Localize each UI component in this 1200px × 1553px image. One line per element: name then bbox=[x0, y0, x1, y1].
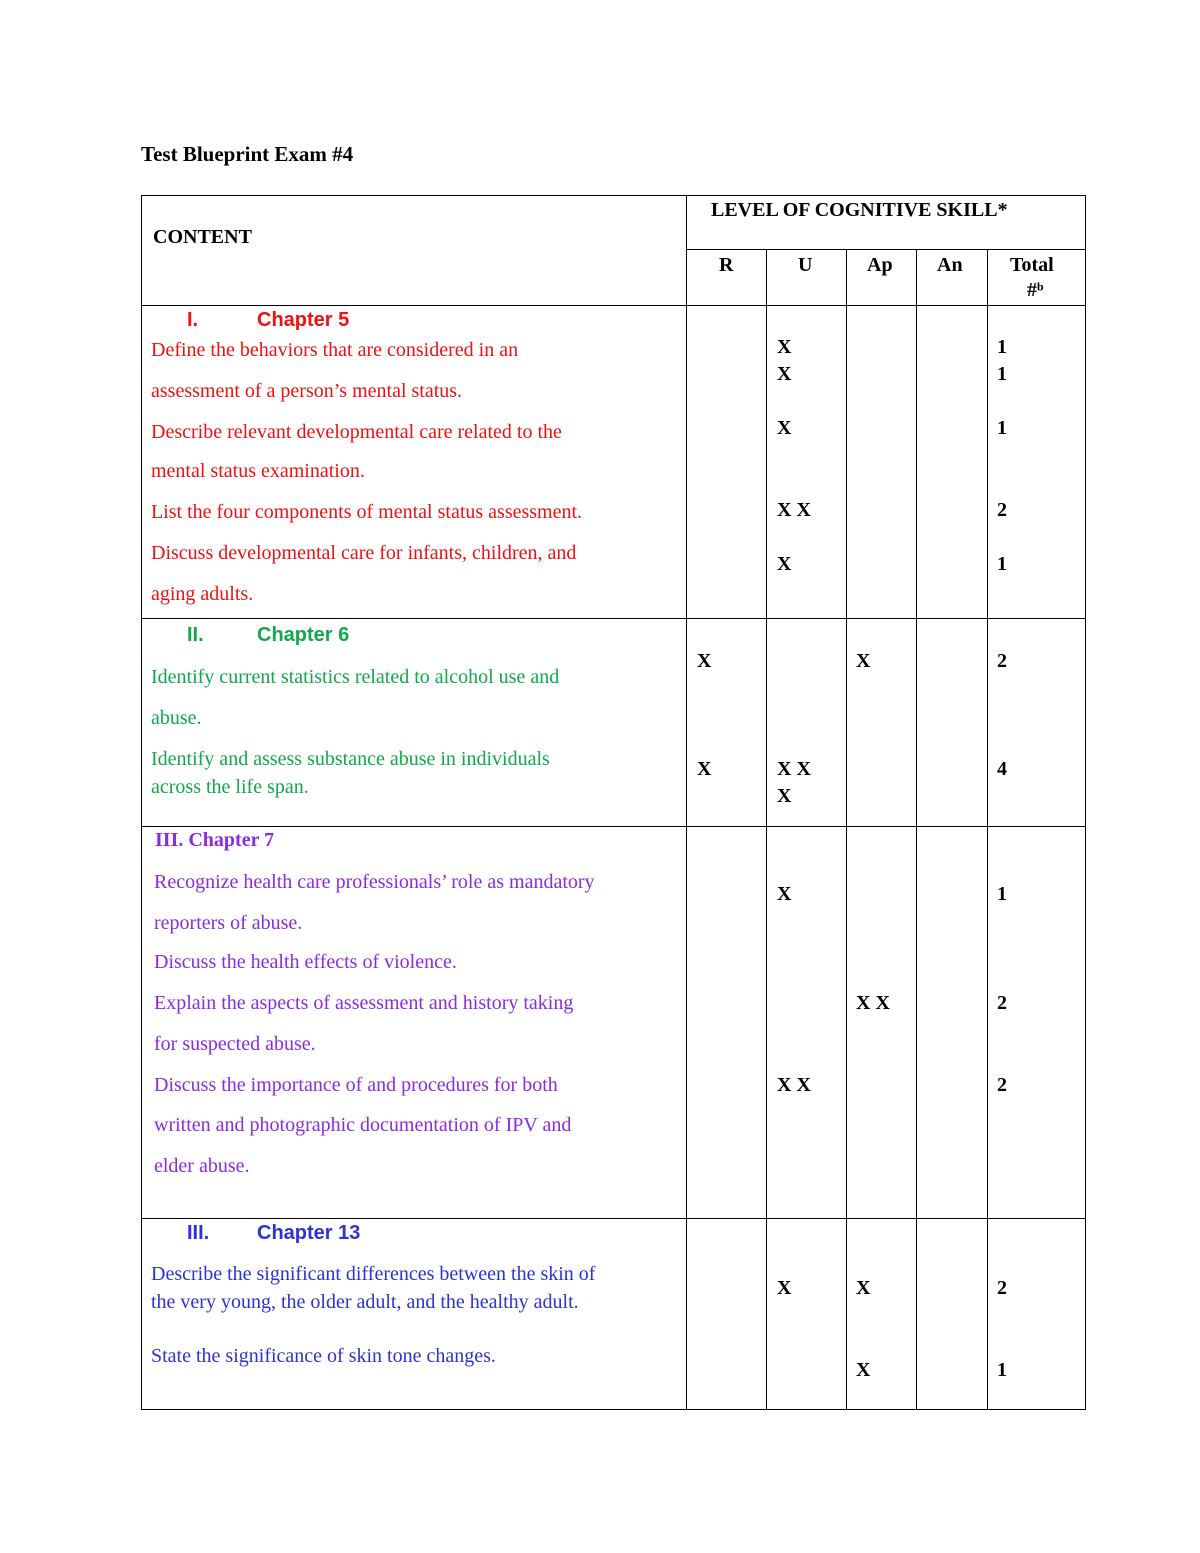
r-mark: X bbox=[697, 650, 712, 672]
u-mark: X bbox=[777, 553, 792, 575]
objective-line: the very young, the older adult, and the healthy adult. bbox=[151, 1291, 579, 1313]
table-border-top bbox=[141, 195, 1086, 196]
objective-line: for suspected abuse. bbox=[154, 1033, 316, 1055]
cognitive-skill-header: LEVEL OF COGNITIVE SKILL* bbox=[711, 199, 1008, 221]
objective-line: across the life span. bbox=[151, 776, 309, 798]
objective-line: Identify current statistics related to alcohol use and bbox=[151, 666, 560, 688]
table-border-bottom bbox=[141, 1409, 1086, 1410]
chapter-heading: Chapter 13 bbox=[257, 1222, 361, 1244]
ap-mark: X bbox=[856, 1359, 871, 1381]
total-value: 1 bbox=[997, 1359, 1007, 1381]
total-value: 2 bbox=[997, 1074, 1007, 1096]
page-title: Test Blueprint Exam #4 bbox=[141, 142, 354, 166]
u-mark: X bbox=[777, 1277, 792, 1299]
total-value: 4 bbox=[997, 758, 1007, 780]
total-value: 1 bbox=[997, 553, 1007, 575]
column-divider bbox=[916, 249, 917, 1410]
col-header-total: Total bbox=[1010, 254, 1054, 276]
column-divider bbox=[987, 249, 988, 1410]
r-mark: X bbox=[697, 758, 712, 780]
col-header-ap: Ap bbox=[867, 254, 893, 276]
table-border-right bbox=[1085, 195, 1086, 1410]
ap-mark: X bbox=[856, 650, 871, 672]
column-divider bbox=[846, 249, 847, 1410]
u-mark: X X bbox=[777, 499, 811, 521]
section-divider bbox=[141, 1218, 1086, 1219]
ap-mark: X X bbox=[856, 992, 890, 1014]
total-value: 1 bbox=[997, 417, 1007, 439]
objective-line: reporters of abuse. bbox=[154, 912, 303, 934]
objective-line: elder abuse. bbox=[154, 1155, 250, 1177]
total-value: 2 bbox=[997, 992, 1007, 1014]
total-value: 1 bbox=[997, 883, 1007, 905]
total-value: 2 bbox=[997, 650, 1007, 672]
u-mark: X bbox=[777, 417, 792, 439]
objective-line: written and photographic documentation of IPV and bbox=[154, 1114, 572, 1136]
header-bottom-border bbox=[141, 305, 1086, 306]
objective-line: Describe relevant developmental care related to the bbox=[151, 421, 562, 443]
section-divider bbox=[141, 618, 1086, 619]
objective-line: List the four components of mental status assessment. bbox=[151, 501, 583, 523]
chapter-heading: Chapter 6 bbox=[257, 624, 350, 646]
u-mark: X X X bbox=[777, 758, 811, 807]
ap-mark: X bbox=[856, 1277, 871, 1299]
chapter-heading: Chapter 5 bbox=[257, 309, 350, 331]
objective-line: Discuss developmental care for infants, children, and bbox=[151, 542, 577, 564]
content-header: CONTENT bbox=[153, 226, 252, 248]
col-header-an: An bbox=[937, 254, 963, 276]
section-numeral: I. bbox=[187, 309, 199, 331]
objective-line: Recognize health care professionals’ role as mandatory bbox=[154, 871, 595, 893]
col-header-r: R bbox=[719, 254, 734, 276]
section-numeral: II. bbox=[187, 624, 204, 646]
col-header-total-symbol: #ᵇ bbox=[1027, 279, 1044, 301]
objective-line: State the significance of skin tone changes. bbox=[151, 1345, 496, 1367]
objective-line: Identify and assess substance abuse in individuals bbox=[151, 748, 550, 770]
blueprint-table bbox=[141, 195, 1086, 1410]
objective-line: mental status examination. bbox=[151, 460, 365, 482]
objective-line: Discuss the importance of and procedures for both bbox=[154, 1074, 558, 1096]
objective-line: Define the behaviors that are considered in an bbox=[151, 339, 519, 361]
content-column-divider bbox=[686, 195, 687, 1410]
objective-line: Describe the significant differences between the skin of bbox=[151, 1263, 596, 1285]
u-mark: X bbox=[777, 883, 792, 905]
column-divider bbox=[766, 249, 767, 1410]
total-value: 2 bbox=[997, 1277, 1007, 1299]
objective-line: aging adults. bbox=[151, 583, 254, 605]
col-header-u: U bbox=[798, 254, 813, 276]
header-divider bbox=[686, 249, 1086, 250]
objective-line: assessment of a person’s mental status. bbox=[151, 380, 463, 402]
section-numeral: III. bbox=[187, 1222, 210, 1244]
section-divider bbox=[141, 826, 1086, 827]
u-mark: X X bbox=[777, 1074, 811, 1096]
total-value: 1 1 bbox=[997, 336, 1007, 385]
table-border-left bbox=[141, 195, 142, 1410]
objective-line: abuse. bbox=[151, 707, 202, 729]
u-mark: X X bbox=[777, 336, 792, 385]
objective-line: Explain the aspects of assessment and history taking bbox=[154, 992, 574, 1014]
total-value: 2 bbox=[997, 499, 1007, 521]
chapter-heading: III. Chapter 7 bbox=[155, 829, 275, 851]
objective-line: Discuss the health effects of violence. bbox=[154, 951, 457, 973]
